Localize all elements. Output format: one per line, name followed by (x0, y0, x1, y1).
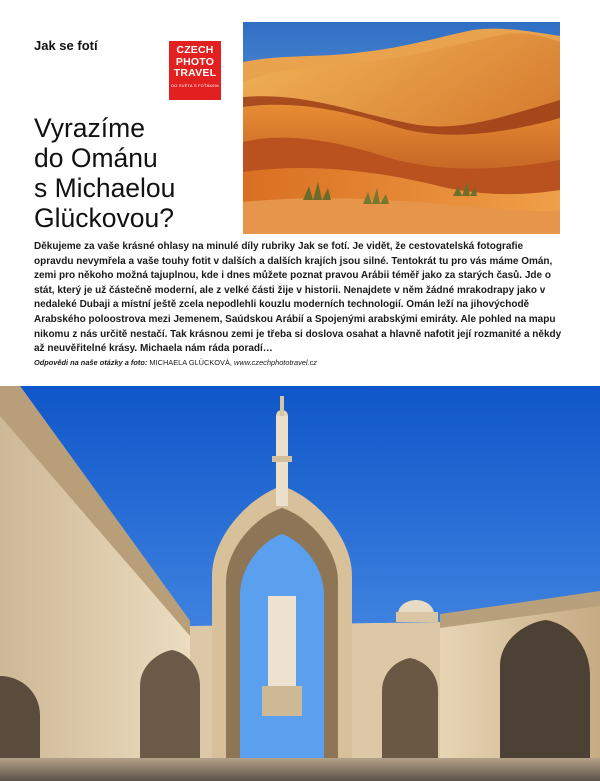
logo-tagline: DO SVĚTA S FOŤÁKEM (171, 82, 219, 88)
logo-line-3: TRAVEL (173, 67, 217, 79)
headline-line-1: Vyrazíme (34, 113, 145, 143)
czech-photo-travel-logo (169, 41, 221, 100)
headline-line-4: Glückovou? (34, 203, 174, 233)
headline-line-2: do Ománu (34, 143, 158, 173)
logo-line-1: CZECH (176, 44, 214, 56)
mosque-photo (0, 386, 600, 781)
headline-line-3: s Michaelou (34, 173, 176, 203)
credit-website: www.czechphototravel.cz (234, 358, 317, 367)
desert-dunes-photo (243, 22, 560, 234)
section-label: Jak se fotí (34, 38, 98, 53)
credit-label: Odpovědi na naše otázky a foto: (34, 358, 148, 367)
credit-name: MICHAELA GLÜCKOVÁ, (147, 358, 235, 367)
logo-line-2: PHOTO (175, 55, 215, 68)
intro-paragraph: Děkujeme za vaše krásné ohlasy na minulé díly rubriky Jak se fotí. Je vidět, že cestovatelská fotografie opravdu nevymřela a vaše touhy fotit v dalších a dalších krajích jsou silné. Tentokrát tu pro vás máme Omán, zemi pro někoho možná tajuplnou, kde i dnes můžete poznat pravou Arábii téměř jako za starých časů. Jde o stát, který je už částečně moderní, ale z velké části žije v historii. Nenajdete v něm žádné mrakodrapy jako v nedaleké Dubaji a místní ještě zcela nepodlehli kouzlu moderních technologií. Omán leží na jihovýchodě Arabského poloostrova mezi Jemenem, Saúdskou Arábií a Spojenými arabskými emiráty. Ale pohled na mapu nikomu z nás určitě nestačí. Tak krásnou zemi je třeba si doslova osahat a hlavně nafotit její rozmanité a někdy až neuvěřitelné krásy. Michaela nám ráda poradí… (34, 241, 562, 355)
article-headline (34, 113, 244, 233)
photo-credit (34, 358, 574, 367)
